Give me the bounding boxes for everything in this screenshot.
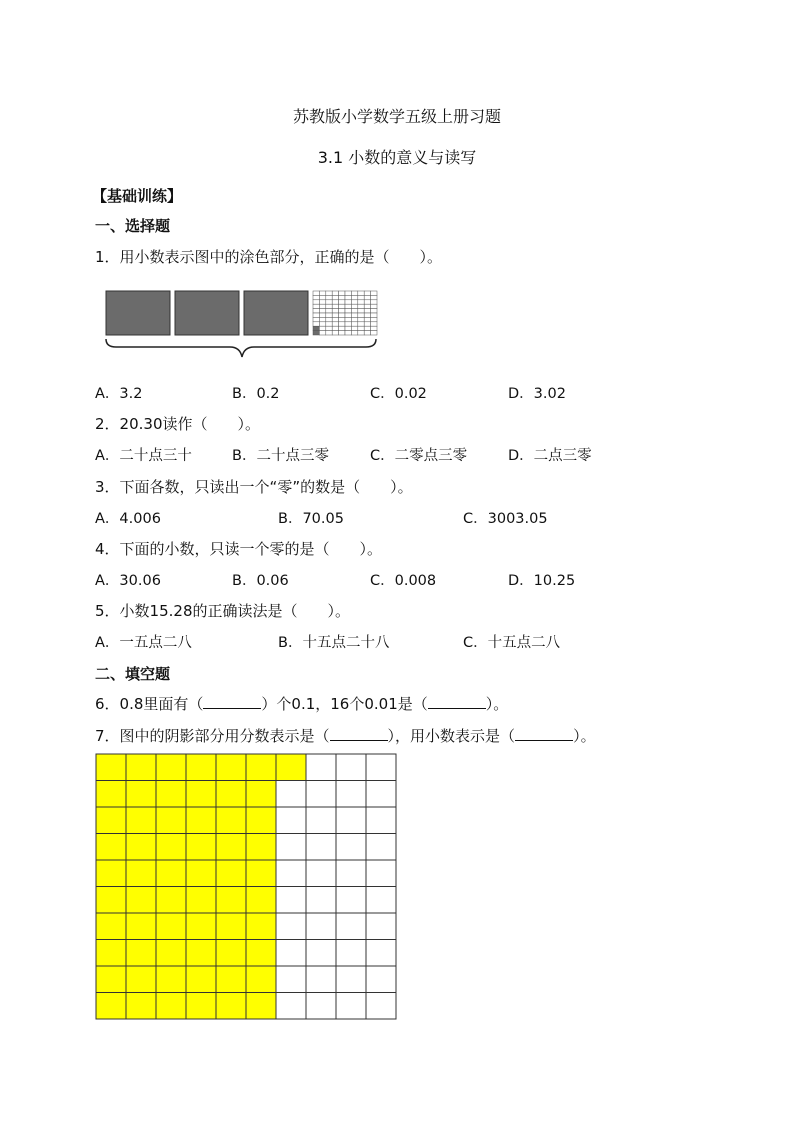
hundredths-cell bbox=[351, 309, 357, 313]
hundredths-cell bbox=[345, 300, 351, 304]
hundredths-cell bbox=[313, 313, 319, 317]
hundredths-cell bbox=[332, 322, 338, 326]
grid-cell-shaded bbox=[126, 940, 156, 967]
question-7 bbox=[95, 726, 596, 746]
grid-cell-shaded bbox=[216, 781, 246, 808]
grid-cell-shaded bbox=[156, 781, 186, 808]
grid-cell-shaded bbox=[186, 860, 216, 887]
q3-option-c: C．3003.05 bbox=[463, 511, 548, 527]
grid-cell bbox=[306, 807, 336, 834]
hundredths-cell bbox=[339, 313, 345, 317]
hundredths-cell bbox=[364, 295, 370, 299]
hundredths-cell bbox=[364, 304, 370, 308]
question-2: 2．20.30读作（ ）。 bbox=[95, 415, 260, 433]
hundredths-cell bbox=[371, 309, 377, 313]
q2-option-a: A．二十点三十 bbox=[95, 448, 192, 464]
question-7-grid-figure bbox=[95, 753, 397, 1020]
q4-option-d: D．10.25 bbox=[508, 573, 576, 589]
grid-cell bbox=[336, 754, 366, 781]
grid-cell-shaded bbox=[96, 754, 126, 781]
grid-cell bbox=[366, 913, 396, 940]
grid-cell bbox=[306, 966, 336, 993]
q1-option-c: C．0.02 bbox=[370, 386, 427, 402]
hundredths-cell bbox=[358, 291, 364, 295]
grid-cell-shaded bbox=[216, 887, 246, 914]
hundredths-cell bbox=[358, 309, 364, 313]
grid-cell bbox=[366, 860, 396, 887]
hundredths-cell bbox=[345, 322, 351, 326]
grouping-brace bbox=[106, 339, 376, 357]
grid-cell-shaded bbox=[96, 913, 126, 940]
hundredths-cell bbox=[339, 304, 345, 308]
hundredths-cell bbox=[313, 291, 319, 295]
grid-cell bbox=[306, 860, 336, 887]
hundredths-cell bbox=[351, 322, 357, 326]
hundredths-cell bbox=[358, 313, 364, 317]
hundredths-cell bbox=[351, 291, 357, 295]
grid-cell-shaded bbox=[156, 807, 186, 834]
hundredths-cell bbox=[345, 317, 351, 321]
hundredths-cell bbox=[332, 291, 338, 295]
grid-cell bbox=[306, 993, 336, 1020]
q5-option-c: C．十五点二八 bbox=[463, 635, 561, 651]
grid-cell-shaded bbox=[186, 807, 216, 834]
grid-cell-shaded bbox=[126, 913, 156, 940]
grid-cell-shaded bbox=[126, 993, 156, 1020]
hundredths-cell bbox=[332, 313, 338, 317]
hundredths-cell bbox=[332, 326, 338, 330]
q6-blank-2[interactable] bbox=[428, 694, 486, 709]
grid-cell bbox=[366, 993, 396, 1020]
grid-cell bbox=[276, 966, 306, 993]
grid-cell bbox=[276, 860, 306, 887]
grid-cell-shaded bbox=[216, 834, 246, 861]
hundredths-cell bbox=[313, 304, 319, 308]
hundredths-cell bbox=[332, 295, 338, 299]
hundredths-cell bbox=[358, 317, 364, 321]
grid-cell-shaded bbox=[156, 913, 186, 940]
full-square-1 bbox=[106, 291, 170, 335]
hundredths-cell bbox=[326, 304, 332, 308]
hundredths-cell bbox=[371, 317, 377, 321]
hundredths-cell bbox=[358, 331, 364, 335]
grid-cell bbox=[336, 913, 366, 940]
hundredths-cell bbox=[319, 322, 325, 326]
hundredths-cell bbox=[351, 317, 357, 321]
hundredths-cell bbox=[351, 331, 357, 335]
q2-option-d: D．二点三零 bbox=[508, 448, 592, 464]
hundredths-cell bbox=[345, 326, 351, 330]
hundredths-cell bbox=[345, 309, 351, 313]
hundredths-cell bbox=[358, 322, 364, 326]
grid-cell bbox=[366, 940, 396, 967]
hundredths-cell bbox=[319, 300, 325, 304]
grid-cell bbox=[366, 887, 396, 914]
q7-text-b: ），用小数表示是（ bbox=[387, 727, 516, 745]
grid-cell-shaded bbox=[216, 807, 246, 834]
grid-cell bbox=[276, 834, 306, 861]
grid-cell bbox=[306, 754, 336, 781]
grid-cell-shaded bbox=[126, 834, 156, 861]
grid-cell-shaded bbox=[126, 860, 156, 887]
q6-text-c: ）。 bbox=[485, 695, 509, 713]
grid-cell bbox=[276, 940, 306, 967]
grid-cell-shaded bbox=[186, 940, 216, 967]
hundredths-cell bbox=[339, 291, 345, 295]
hundredths-cell-shaded bbox=[313, 326, 319, 330]
q4-option-c: C．0.008 bbox=[370, 573, 437, 589]
hundredths-cell bbox=[371, 331, 377, 335]
hundredths-cell bbox=[332, 304, 338, 308]
grid-cell-shaded bbox=[156, 860, 186, 887]
hundredths-cell bbox=[364, 300, 370, 304]
grid-cell bbox=[336, 834, 366, 861]
grid-cell-shaded bbox=[186, 834, 216, 861]
grid-cell-shaded bbox=[246, 860, 276, 887]
grid-cell-shaded bbox=[216, 754, 246, 781]
hundredths-cell bbox=[345, 295, 351, 299]
hundredths-cell bbox=[371, 295, 377, 299]
hundredths-cell bbox=[313, 317, 319, 321]
q7-blank-2[interactable] bbox=[515, 726, 573, 741]
hundredths-cell bbox=[326, 322, 332, 326]
grid-cell-shaded bbox=[156, 834, 186, 861]
q5-option-a: A．一五点二八 bbox=[95, 635, 192, 651]
hundredths-cell bbox=[358, 326, 364, 330]
hundredths-cell bbox=[339, 300, 345, 304]
hundredths-cell bbox=[332, 309, 338, 313]
hundredths-cell bbox=[345, 331, 351, 335]
grid-cell bbox=[306, 913, 336, 940]
hundredths-cell bbox=[351, 313, 357, 317]
q4-option-b: B．0.06 bbox=[232, 573, 289, 589]
hundredths-cell bbox=[364, 322, 370, 326]
grid-cell bbox=[306, 834, 336, 861]
hundredths-cell bbox=[364, 331, 370, 335]
hundredths-cell bbox=[313, 322, 319, 326]
q3-option-a: A．4.006 bbox=[95, 511, 161, 527]
grid-cell-shaded bbox=[246, 834, 276, 861]
hundredths-cell bbox=[339, 309, 345, 313]
grid-cell-shaded bbox=[216, 966, 246, 993]
grid-cell-shaded bbox=[246, 807, 276, 834]
grid-cell-shaded bbox=[96, 993, 126, 1020]
grid-cell-shaded bbox=[246, 781, 276, 808]
q4-option-a: A．30.06 bbox=[95, 573, 161, 589]
hundredths-cell bbox=[345, 313, 351, 317]
q2-option-b: B．二十点三零 bbox=[232, 448, 329, 464]
hundredths-cell bbox=[319, 309, 325, 313]
hundredths-cell bbox=[326, 300, 332, 304]
hundredths-cell bbox=[332, 331, 338, 335]
q1-option-b: B．0.2 bbox=[232, 386, 280, 402]
hundredths-cell bbox=[364, 313, 370, 317]
hundredths-cell bbox=[339, 326, 345, 330]
grid-cell-shaded bbox=[246, 754, 276, 781]
hundredths-cell bbox=[371, 326, 377, 330]
grid-cell-shaded bbox=[96, 887, 126, 914]
grid-cell-shaded bbox=[186, 966, 216, 993]
q7-blank-1[interactable] bbox=[330, 726, 388, 741]
grid-cell-shaded bbox=[126, 966, 156, 993]
grid-cell-shaded bbox=[156, 887, 186, 914]
grid-cell-shaded bbox=[186, 754, 216, 781]
full-square-3 bbox=[244, 291, 308, 335]
q1-option-d: D．3.02 bbox=[508, 386, 566, 402]
grid-cell-shaded bbox=[126, 807, 156, 834]
question-1: 1．用小数表示图中的涂色部分，正确的是（ ）。 bbox=[95, 248, 443, 266]
grid-cell-shaded bbox=[186, 913, 216, 940]
hundredths-cell bbox=[364, 326, 370, 330]
grid-cell-shaded bbox=[96, 834, 126, 861]
hundredths-cell bbox=[339, 317, 345, 321]
grid-cell-shaded bbox=[246, 887, 276, 914]
grid-cell-shaded bbox=[246, 940, 276, 967]
grid-cell-shaded bbox=[276, 754, 306, 781]
grid-cell-shaded bbox=[126, 781, 156, 808]
hundredths-cell bbox=[319, 331, 325, 335]
hundredths-cell bbox=[326, 295, 332, 299]
grid-cell-shaded bbox=[126, 887, 156, 914]
question-5: 5．小数15.28的正确读法是（ ）。 bbox=[95, 602, 350, 620]
question-1-figure bbox=[104, 289, 380, 361]
hundredths-cell bbox=[358, 295, 364, 299]
grid-cell-shaded bbox=[126, 754, 156, 781]
q6-blank-1[interactable] bbox=[203, 694, 261, 709]
hundredths-cell bbox=[351, 295, 357, 299]
hundredths-cell bbox=[319, 317, 325, 321]
grid-cell bbox=[276, 913, 306, 940]
grid-cell bbox=[366, 754, 396, 781]
q2-option-c: C．二零点三零 bbox=[370, 448, 468, 464]
page-title: 苏教版小学数学五级上册习题 bbox=[292, 107, 501, 126]
hundredths-cell bbox=[326, 331, 332, 335]
hundredths-cell bbox=[326, 291, 332, 295]
hundredths-cell bbox=[326, 309, 332, 313]
hundredths-cell bbox=[313, 300, 319, 304]
grid-cell bbox=[336, 781, 366, 808]
hundredths-cell bbox=[326, 313, 332, 317]
grid-cell-shaded bbox=[216, 940, 246, 967]
grid-cell bbox=[336, 860, 366, 887]
hundredths-cell bbox=[319, 326, 325, 330]
hundredths-cell bbox=[371, 322, 377, 326]
grid-cell-shaded bbox=[246, 913, 276, 940]
hundredths-cell bbox=[319, 304, 325, 308]
grid-cell bbox=[276, 781, 306, 808]
question-3: 3．下面各数，只读出一个“零”的数是（ ）。 bbox=[95, 478, 413, 496]
grid-cell bbox=[336, 887, 366, 914]
hundredths-cell bbox=[351, 304, 357, 308]
hundredths-cell bbox=[313, 309, 319, 313]
grid-cell-shaded bbox=[96, 860, 126, 887]
q3-option-b: B．70.05 bbox=[278, 511, 344, 527]
hundredths-cell bbox=[371, 300, 377, 304]
grid-cell-shaded bbox=[216, 993, 246, 1020]
grid-cell-shaded bbox=[156, 754, 186, 781]
hundredths-cell bbox=[319, 291, 325, 295]
hundredths-cell bbox=[371, 291, 377, 295]
grid-cell bbox=[366, 966, 396, 993]
hundredths-cell bbox=[326, 326, 332, 330]
hundredths-cell bbox=[351, 326, 357, 330]
hundredths-cell bbox=[345, 291, 351, 295]
q1-option-a: A．3.2 bbox=[95, 386, 143, 402]
hundredths-cell bbox=[332, 300, 338, 304]
grid-cell-shaded bbox=[156, 993, 186, 1020]
grid-cell-shaded bbox=[96, 966, 126, 993]
grid-cell bbox=[276, 993, 306, 1020]
question-6 bbox=[95, 694, 508, 714]
grid-cell bbox=[276, 887, 306, 914]
grid-cell bbox=[336, 966, 366, 993]
grid-cell bbox=[306, 781, 336, 808]
q7-text-a: 7．图中的阴影部分用分数表示是（ bbox=[95, 727, 330, 745]
grid-cell-shaded bbox=[156, 940, 186, 967]
grid-cell-shaded bbox=[186, 781, 216, 808]
grid-cell bbox=[306, 887, 336, 914]
grid-cell bbox=[336, 940, 366, 967]
grid-cell bbox=[366, 834, 396, 861]
part-heading-fill: 二、填空题 bbox=[95, 665, 171, 683]
hundredths-cell bbox=[339, 331, 345, 335]
hundredths-cell bbox=[313, 295, 319, 299]
grid-cell-shaded bbox=[246, 993, 276, 1020]
hundredths-cell bbox=[319, 295, 325, 299]
q5-option-b: B．十五点二十八 bbox=[278, 635, 390, 651]
question-4: 4．下面的小数，只读一个零的是（ ）。 bbox=[95, 540, 383, 558]
hundredths-cell bbox=[364, 317, 370, 321]
grid-cell-shaded bbox=[216, 913, 246, 940]
hundredths-grid bbox=[313, 291, 377, 335]
hundredths-cell bbox=[364, 309, 370, 313]
q6-text-a: 6．0.8里面有（ bbox=[95, 695, 204, 713]
grid-cell-shaded bbox=[96, 781, 126, 808]
q7-text-c: ）。 bbox=[573, 727, 596, 745]
grid-cell bbox=[366, 781, 396, 808]
hundredths-cell bbox=[364, 291, 370, 295]
hundredths-cell bbox=[332, 317, 338, 321]
grid-cell-shaded bbox=[96, 807, 126, 834]
hundredths-cell bbox=[339, 322, 345, 326]
hundredths-cell bbox=[351, 300, 357, 304]
hundredths-cell bbox=[358, 304, 364, 308]
grid-cell-shaded bbox=[96, 940, 126, 967]
q6-text-b: ）个0.1，16个0.01是（ bbox=[261, 695, 428, 713]
grid-cell bbox=[306, 940, 336, 967]
hundredths-cell bbox=[326, 317, 332, 321]
grid-cell bbox=[336, 993, 366, 1020]
hundredths-cell-shaded bbox=[313, 331, 319, 335]
hundredths-cell bbox=[319, 313, 325, 317]
grid-cell-shaded bbox=[186, 993, 216, 1020]
full-square-2 bbox=[175, 291, 239, 335]
part-heading-choice: 一、选择题 bbox=[95, 217, 171, 235]
grid-cell bbox=[366, 807, 396, 834]
hundredths-cell bbox=[371, 304, 377, 308]
grid-cell-shaded bbox=[186, 887, 216, 914]
hundredths-cell bbox=[371, 313, 377, 317]
page-subtitle: 3.1 小数的意义与读写 bbox=[317, 148, 477, 167]
hundredths-cell bbox=[339, 295, 345, 299]
grid-cell-shaded bbox=[156, 966, 186, 993]
grid-cell-shaded bbox=[216, 860, 246, 887]
hundredths-cell bbox=[358, 300, 364, 304]
section-tag: 【基础训练】 bbox=[92, 187, 183, 205]
hundredths-cell bbox=[345, 304, 351, 308]
grid-cell bbox=[276, 807, 306, 834]
grid-cell bbox=[336, 807, 366, 834]
grid-cell-shaded bbox=[246, 966, 276, 993]
